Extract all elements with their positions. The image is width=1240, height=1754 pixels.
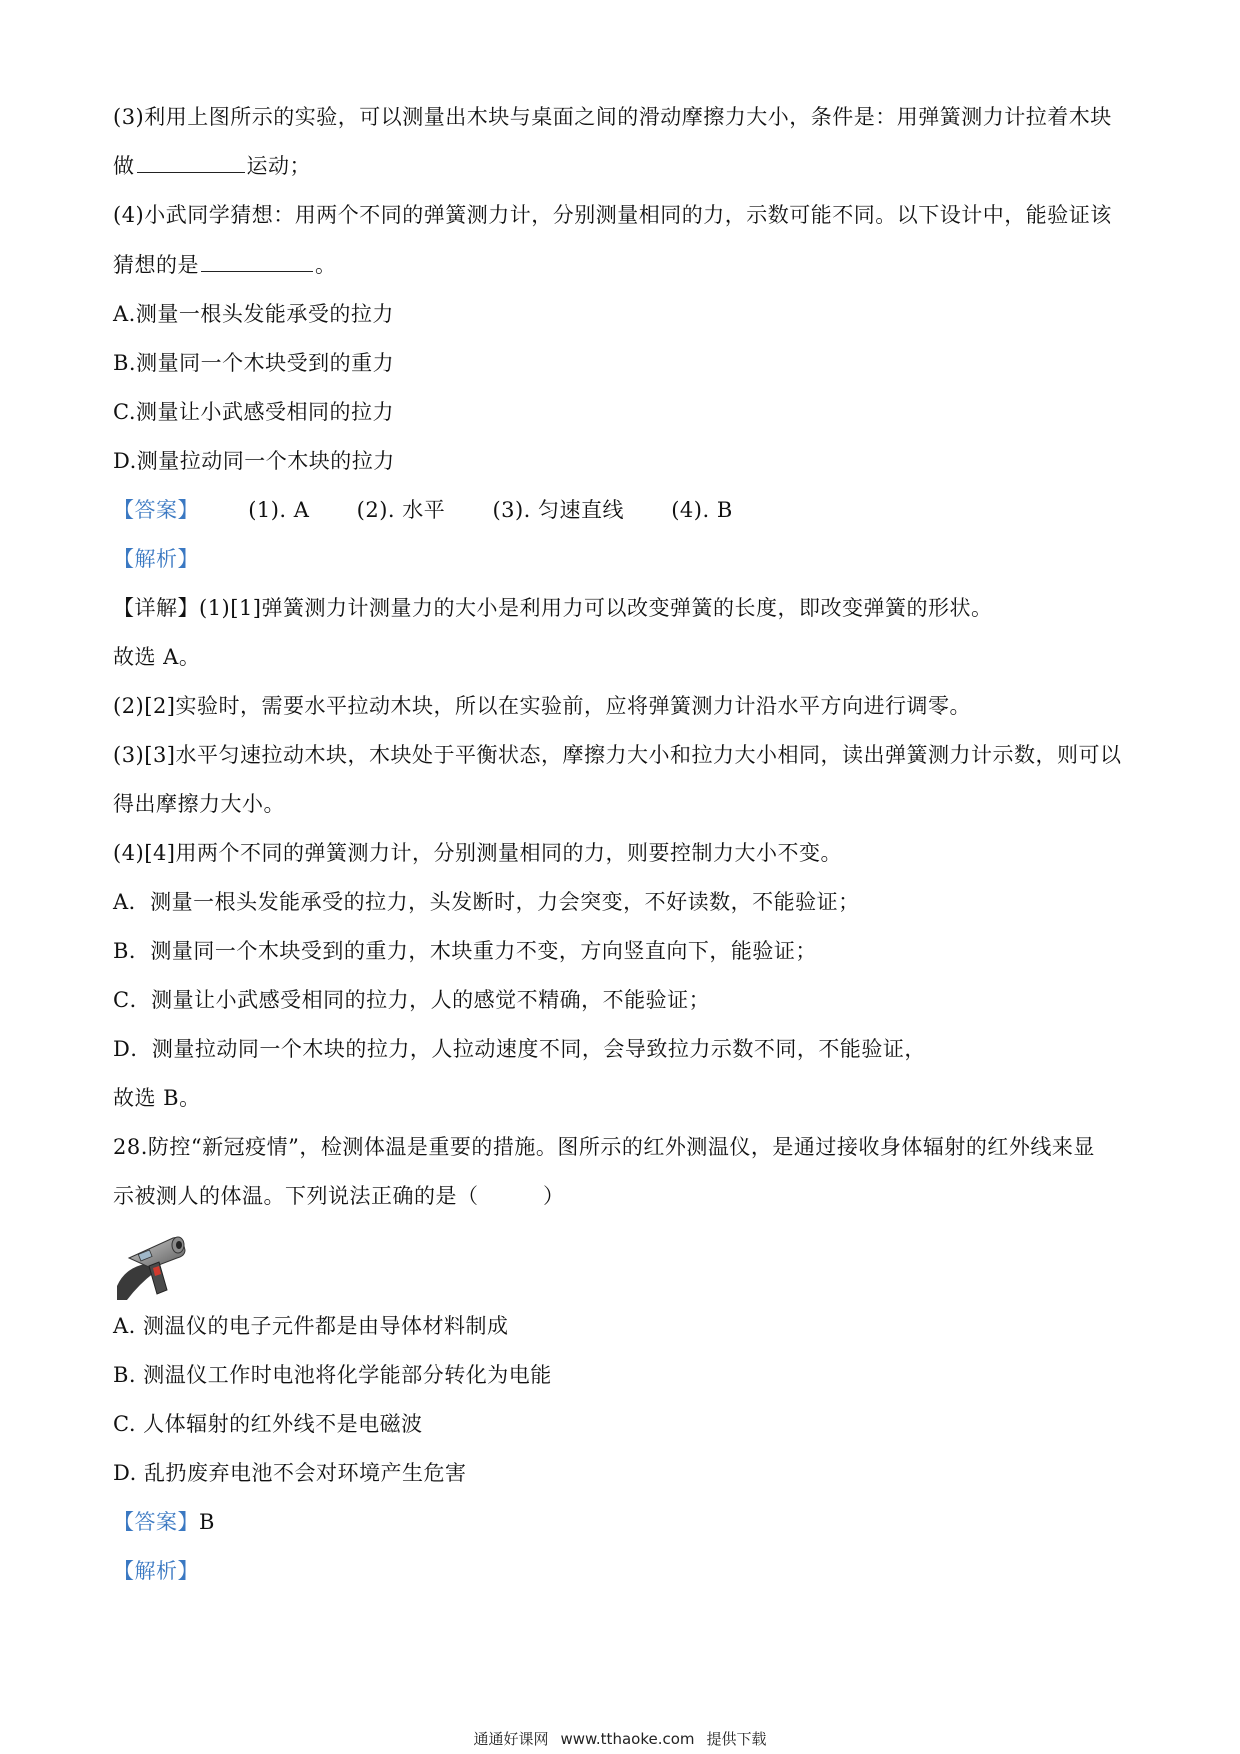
detail-line: 故选 B。	[113, 1086, 201, 1110]
q27-option: D.测量拉动同一个木块的拉力	[113, 449, 395, 473]
detail-line: B．测量同一个木块受到的重力，木块重力不变，方向竖直向下，能验证；	[113, 939, 817, 963]
q28-option: D. 乱扔废弃电池不会对环境产生危害	[113, 1461, 467, 1485]
q27-part3-prefix: 做	[113, 154, 135, 178]
answer-item: (4). B	[671, 498, 733, 522]
footer-url[interactable]: www.tthaoke.com	[560, 1730, 695, 1748]
detail-line: 故选 A。	[113, 645, 201, 669]
answer-label: 【答案】	[113, 1510, 199, 1534]
detail-line: (4)[4]用两个不同的弹簧测力计，分别测量相同的力，则要控制力大小不变。	[113, 841, 842, 865]
page-footer	[0, 1728, 1240, 1749]
q28-option: A. 测温仪的电子元件都是由导体材料制成	[113, 1314, 509, 1338]
detail-line: 得出摩擦力大小。	[113, 792, 285, 816]
detail-line: A．测量一根头发能承受的拉力，头发断时，力会突变，不好读数，不能验证；	[113, 890, 860, 914]
analysis-label: 【解析】	[113, 1559, 199, 1583]
q27-part4-text: (4)小武同学猜想：用两个不同的弹簧测力计，分别测量相同的力，示数可能不同。以下设计中，能验证该	[113, 203, 1112, 227]
answer-item: (2). 水平	[356, 498, 446, 522]
detail-line: D．测量拉动同一个木块的拉力，人拉动速度不同，会导致拉力示数不同，不能验证，	[113, 1037, 926, 1061]
q27-option: A.测量一根头发能承受的拉力	[113, 302, 394, 326]
q28-stem-line: 28.防控“新冠疫情”，检测体温是重要的措施。图所示的红外测温仪，是通过接收身体辐射的红外线来显	[113, 1135, 1095, 1159]
footer-download-text: 提供下载	[706, 1730, 767, 1748]
q27-part3-line2	[113, 151, 311, 181]
q27-part3-line1	[113, 102, 1112, 132]
q27-part4-line1	[113, 200, 1112, 230]
q27-part4-line2	[113, 250, 337, 280]
infrared-thermometer-icon	[115, 1228, 191, 1304]
answer-item: (3). 匀速直线	[492, 498, 625, 522]
q27-part3-suffix: 运动；	[246, 154, 311, 178]
footer-site-name: 通通好课网	[473, 1730, 549, 1748]
analysis-label: 【解析】	[113, 547, 199, 571]
q28-answer-row	[113, 1507, 215, 1537]
q27-option: C.测量让小武感受相同的拉力	[113, 400, 394, 424]
answer-item: (1). A	[248, 498, 310, 522]
detail-line: (3)[3]水平匀速拉动木块，木块处于平衡状态，摩擦力大小和拉力大小相同，读出弹簧测力计示数，则可以	[113, 743, 1122, 767]
answer-value: B	[199, 1510, 215, 1534]
answer-blank	[201, 251, 313, 272]
q28-option: C. 人体辐射的红外线不是电磁波	[113, 1412, 423, 1436]
detail-line: C．测量让小武感受相同的拉力，人的感觉不精确，不能验证；	[113, 988, 711, 1012]
q27-answer-row	[113, 495, 733, 525]
q27-part3-text: (3)利用上图所示的实验，可以测量出木块与桌面之间的滑动摩擦力大小，条件是：用弹簧测力计拉着木块	[113, 105, 1112, 129]
answer-label: 【答案】	[113, 498, 199, 522]
detail-line: 【详解】(1)[1]弹簧测力计测量力的大小是利用力可以改变弹簧的长度，即改变弹簧的形状。	[113, 596, 993, 620]
q28-stem-line: 示被测人的体温。下列说法正确的是（ ）	[113, 1184, 565, 1208]
answer-blank	[137, 152, 245, 173]
q28-option: B. 测温仪工作时电池将化学能部分转化为电能	[113, 1363, 552, 1387]
detail-line: (2)[2]实验时，需要水平拉动木块，所以在实验前，应将弹簧测力计沿水平方向进行调零。	[113, 694, 971, 718]
q27-part4-suffix: 。	[315, 253, 337, 277]
q27-part4-prefix: 猜想的是	[113, 253, 199, 277]
q27-option: B.测量同一个木块受到的重力	[113, 351, 395, 375]
